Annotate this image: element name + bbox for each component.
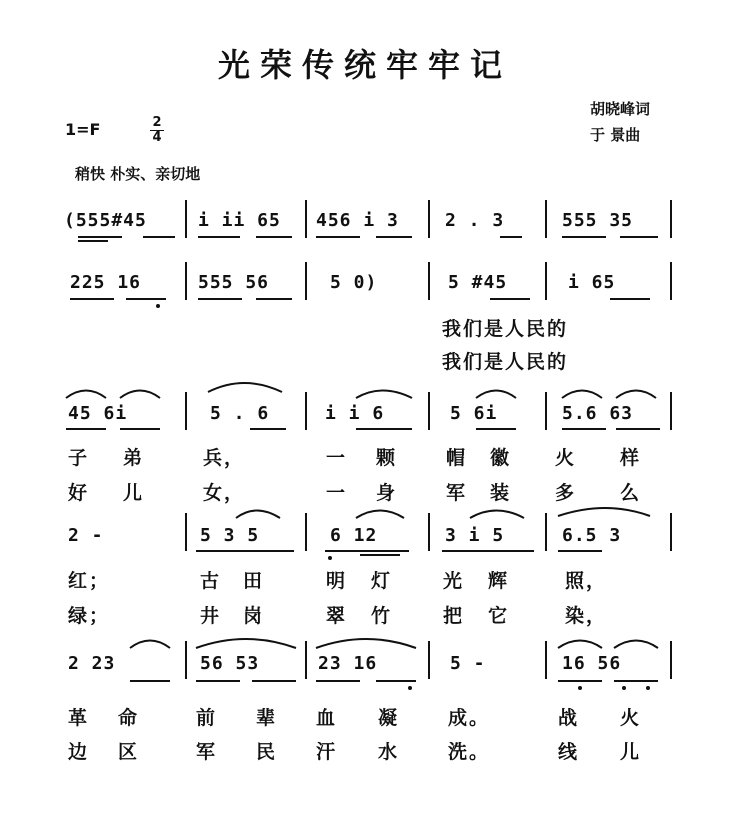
measure: 6.5 3 (562, 525, 622, 546)
lyric-syllable: 翠 (326, 605, 348, 627)
lyric-syllable: 染， (565, 605, 608, 627)
tempo-marking: 稍快 朴实、亲切地 (75, 165, 201, 183)
slur (208, 383, 282, 392)
lyric-syllable: 帽 (446, 447, 468, 469)
lyric-syllable: 样 (620, 447, 642, 469)
lyric-syllable: 洗。 (448, 741, 491, 763)
measure: 225 16 (70, 272, 142, 293)
lyric-syllable: 一 (326, 482, 348, 504)
measure: 2 23 (68, 653, 116, 674)
composer-credit: 于 景曲 (590, 126, 641, 144)
lyric-syllable: 装 (490, 482, 512, 504)
measure: 5 #45 (448, 272, 508, 293)
lyric-syllable: 灯 (371, 570, 393, 592)
measure: 45 6i (68, 403, 128, 424)
lyric-syllable: 汗 (316, 741, 338, 763)
measure: i i 6 (325, 403, 385, 424)
measure: 5 . 6 (210, 403, 270, 424)
slur (558, 508, 650, 516)
lyric-syllable: 辉 (488, 570, 510, 592)
lyric-syllable: 么 (620, 482, 642, 504)
lyric-syllable: 子 (68, 447, 90, 469)
lyric-syllable: 照， (565, 570, 608, 592)
lyric-syllable: 军 (446, 482, 468, 504)
lyric-syllable: 血 (316, 707, 338, 729)
measure: 6 12 (330, 525, 378, 546)
measure: 5 0) (330, 272, 378, 293)
lyric-syllable: 一 (326, 447, 348, 469)
slur (130, 641, 170, 649)
octave-dot (328, 556, 332, 560)
lyric-syllable: 儿 (620, 741, 642, 763)
measure: 5 3 5 (200, 525, 260, 546)
octave-dot (156, 304, 160, 308)
lyric-syllable: 革 (68, 707, 90, 729)
measure: 3 i 5 (445, 525, 505, 546)
lyric-syllable: 命 (118, 707, 140, 729)
lyric-syllable: 岗 (243, 605, 265, 627)
lyric-syllable: 绿； (68, 605, 111, 627)
lyric-syllable: 徽 (490, 447, 512, 469)
lyric-syllable: 兵， (203, 447, 246, 469)
page-title: 光荣传统牢牢记 (217, 46, 512, 84)
slur (558, 641, 602, 649)
lyric-syllable: 竹 (371, 605, 393, 627)
measure: 2 - (68, 525, 104, 546)
lyric-syllable: 田 (243, 570, 265, 592)
measure: 555 56 (198, 272, 270, 293)
octave-dot (646, 686, 650, 690)
lyric-syllable: 多 (555, 482, 577, 504)
lyric-syllable: 边 (68, 741, 90, 763)
measure: 56 53 (200, 653, 260, 674)
measure: 5.6 63 (562, 403, 634, 424)
lyric-syllable: 辈 (256, 707, 278, 729)
lyric-syllable: 古 (200, 570, 222, 592)
measure: 5 - (450, 653, 486, 674)
slur (236, 511, 280, 519)
measure: i ii 65 (198, 210, 281, 231)
slur (196, 639, 296, 648)
lyric-syllable: 军 (196, 741, 218, 763)
lyric-syllable: 战 (558, 707, 580, 729)
slur (316, 639, 416, 648)
lyricist-credit: 胡晓峰词 (590, 100, 651, 118)
lyric-syllable: 身 (376, 482, 398, 504)
slur (616, 391, 656, 399)
lyric-syllable: 红； (68, 570, 111, 592)
slur (356, 511, 404, 519)
octave-dot (578, 686, 582, 690)
measure: i 65 (568, 272, 616, 293)
slur (470, 511, 524, 519)
slur (562, 391, 602, 399)
slur (66, 391, 106, 399)
lyric-syllable: 把 (443, 605, 465, 627)
lyric-syllable: 前 (196, 707, 218, 729)
lyric-syllable: 好 (68, 482, 90, 504)
lyric-syllable: 明 (326, 570, 348, 592)
measure: (555#45 (64, 210, 147, 231)
measure: 5 6i (450, 403, 498, 424)
meter-top: 2 (152, 115, 162, 130)
octave-dot (408, 686, 412, 690)
lyric-syllable: 民 (256, 741, 278, 763)
measure: 2 . 3 (445, 210, 505, 231)
slur (614, 641, 658, 649)
key-signature: 1=F (65, 120, 101, 139)
measure: 555 35 (562, 210, 634, 231)
measure: 23 16 (318, 653, 378, 674)
meter-bottom: 4 (150, 130, 164, 145)
lyric-syllable: 井 (200, 605, 222, 627)
lyric-syllable: 女， (203, 482, 246, 504)
lyric-verse-1: 我们是人民的 (442, 318, 569, 340)
measure: 16 56 (562, 653, 622, 674)
lyric-syllable: 颗 (376, 447, 398, 469)
lyric-syllable: 它 (488, 605, 510, 627)
slur (476, 391, 516, 399)
lyric-syllable: 水 (378, 741, 400, 763)
measure: 456 i 3 (316, 210, 399, 231)
lyric-syllable: 凝 (378, 707, 400, 729)
lyric-syllable: 弟 (123, 447, 145, 469)
lyric-syllable: 火 (620, 707, 642, 729)
lyric-syllable: 成。 (448, 707, 491, 729)
lyric-syllable: 线 (558, 741, 580, 763)
slur (120, 391, 160, 399)
slur (356, 391, 412, 399)
lyric-verse-2: 我们是人民的 (442, 351, 569, 373)
lyric-syllable: 光 (443, 570, 465, 592)
lyric-syllable: 区 (118, 741, 140, 763)
lyric-syllable: 火 (555, 447, 577, 469)
octave-dot (622, 686, 626, 690)
lyric-syllable: 儿 (123, 482, 145, 504)
